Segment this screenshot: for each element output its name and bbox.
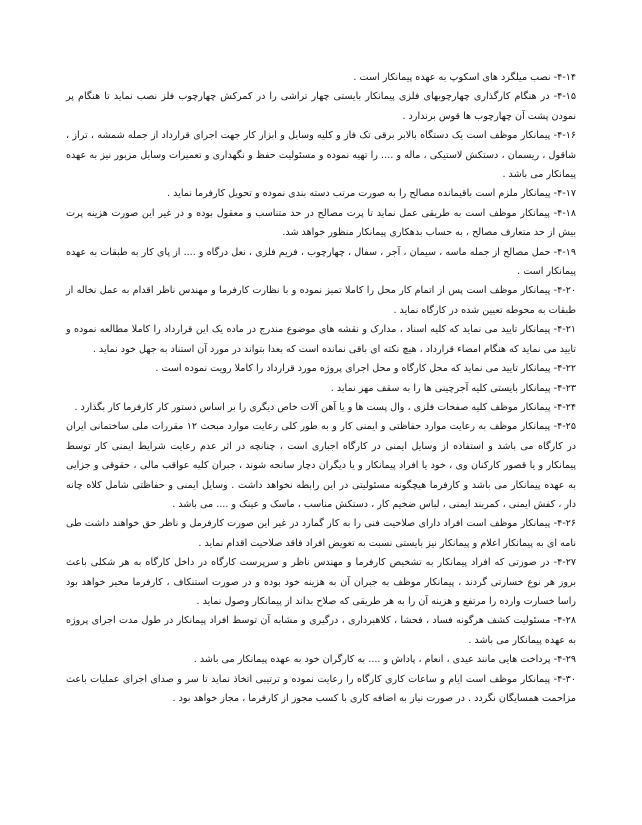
clause-4-22 xyxy=(66,359,576,378)
clause-text: پیمانکار تایید می نماید که محل کارگاه و محل اجرای پروژه مورد قرارداد را کاملا رویت نموده است . xyxy=(155,363,551,375)
clause-text: پیمانکار موظف است افراد دارای صلاحیت فنی را به کار گمارد در غیر این صورت کارفرمل و ناظر حق خواهند داشت طی نامه ای به پیمانکار اعلام و پیمانکار نیز بایستی نسبت به تعویض افراد فاقد صلاحیت اقدام نماید . xyxy=(66,518,576,549)
clause-4-28 xyxy=(66,611,576,650)
contract-clauses xyxy=(66,68,576,708)
clause-text: در صورتی که افراد پیمانکار به تشخیص کارفرما و مهندس ناظر و سرپرست کارگاه در داخل کارگاه به هر شکلی باعث بروز هر نوع خسارتی گردند ، پیمانکار موظف به جبران آن به هزینه خود بوده و در صورت استنکاف ، کارفرما مخیر خواهد بود راسا خسارت وارده را مرتفع و هزینه آن را به هر طریقی که صلاح بداند از پیمانکار وصول نماید . xyxy=(66,557,576,607)
clause-number: ۴-۲۸- xyxy=(553,615,576,627)
clause-number: ۴-۲۳- xyxy=(553,382,576,394)
clause-4-18 xyxy=(66,204,576,243)
clause-text: پیمانکار موظف به رعایت موارد حفاظتی و ایمنی کار و به طور کلی رعایت موارد مبحث ۱۲ مقررات ملی ساختمانی ایران در کارگاه می باشد و استفاده از وسایل ایمنی در کارگاه اجباری است ، چنانچه در اثر عدم رعایت شرایط ایمنی کار توسط پیمانکار و یا قصور کارکنان وی ، خود یا افراد پیمانکار و یا دیگران دچار سانحه شوند ، جبران کلیه عواقب مالی ، حقوقی و جزایی به عهده پیمانکار می باشد و کارفرما هیچگونه مسئولیتی در این رابطه نخواهد داشت . وسایل ایمنی و حفاظتی شامل کلاه چانه دار ، کفش ایمنی ، کمربند ایمنی ، لباس ضخیم کار ، دستکش مناسب ، ماسک و عینک و .... می باشد . xyxy=(66,421,576,510)
clause-4-17 xyxy=(66,184,576,203)
clause-4-15 xyxy=(66,87,576,126)
clause-number: ۴-۲۲- xyxy=(553,363,576,375)
clause-text: نصب میلگرد های اسکوپ به عهده پیمانکار است . xyxy=(353,72,551,83)
clause-4-16 xyxy=(66,126,576,184)
clause-number: ۴-۲۴- xyxy=(553,401,576,413)
clause-4-30 xyxy=(66,670,576,709)
clause-number: ۴-۱۹- xyxy=(553,246,576,258)
clause-number: ۴-۳۰- xyxy=(553,673,576,685)
clause-number: ۴-۱۷- xyxy=(553,188,576,200)
clause-number: ۴-۱۸- xyxy=(553,207,576,219)
clause-text: پیمانکار موظف است پس از اتمام کار محل را کاملا تمیز نموده و با نظارت کارفرما و مهندس ناظر اقدام به عمل نخاله از طبقات به محوطه تعیین شده در کارگاه نماید . xyxy=(66,285,576,316)
clause-4-21 xyxy=(66,320,576,359)
clause-text: پیمانکار موظف است ایام و ساعات کاری کارگاه را رعایت نموده و ترتیبی اتخاذ نماید تا سر و صدای اجرای عملیات باعث مزاحمت همسایگان نگردد . در صورت نیاز به اضافه کاری با کسب مجوز از کارفرما ، مجاز خواهد بود . xyxy=(66,673,576,704)
clause-text: پیمانکار تایید می نماید که کلیه اسناد ، مدارک و نقشه های موضوع مندرج در ماده یک این قرارداد را کاملا مطالعه نموده و تایید می نماید که هنگام امضاء قرارداد ، هیچ نکته ای باقی نمانده است که بعدا بتواند در مورد آن استناد به جهل خود نماید . xyxy=(66,324,576,355)
clause-text: پیمانکار بایستی کلیه آجرچینی ها را به سقف مهر نماید . xyxy=(330,382,551,394)
clause-4-20 xyxy=(66,281,576,320)
clause-4-26 xyxy=(66,514,576,553)
clause-number: ۴-۲۱- xyxy=(553,324,576,336)
clause-number: ۴-۱۴- xyxy=(553,72,576,83)
clause-number: ۴-۲۰- xyxy=(553,285,576,297)
clause-4-25 xyxy=(66,417,576,514)
clause-4-19 xyxy=(66,243,576,282)
clause-number: ۴-۲۶- xyxy=(553,518,576,530)
clause-text: پیمانکار ملزم است باقیمانده مصالح را به صورت مرتب دسته بندی نموده و تحویل کارفرما نماید . xyxy=(167,188,551,200)
clause-4-14 xyxy=(66,68,576,87)
clause-number: ۴-۱۵- xyxy=(553,91,576,103)
clause-number: ۴-۲۹- xyxy=(553,654,576,666)
clause-number: ۴-۲۷- xyxy=(553,557,576,569)
clause-text: پیمانکار موظف کلیه صفحات فلزی ، وال پست ها و یا آهن آلات خاص دیگری را بر اساس دستور کار کارفرما کار بگذارد . xyxy=(74,401,551,413)
clause-4-23 xyxy=(66,379,576,398)
clause-text: پرداخت هایی مانند عیدی ، انعام ، پاداش و .... به کارگران خود به عهده پیمانکار می باشد . xyxy=(193,654,551,666)
clause-text: حمل مصالح از جمله ماسه ، سیمان ، آجر ، سفال ، چهارچوب ، فریم فلزی ، نعل درگاه و .... از پای کار به طبقات به عهده پیمانکار است . xyxy=(66,246,576,278)
clause-text: در هنگام کارگذاری چهارچوبهای فلزی پیمانکار بایستی چهار تراشی را در کمرکش چهارچوب فلز نصب نماید تا هنگام پر نمودن پشت آن چهارچوب ها قوس برندارد . xyxy=(66,91,576,122)
clause-4-29 xyxy=(66,650,576,669)
clause-text: مسئولیت کشف هرگونه فساد ، فحشا ، کلاهبرداری ، درگیری و مشابه آن توسط افراد پیمانکار در طول مدت اجرای پروژه به عهده پیمانکار می باشد . xyxy=(66,615,576,646)
clause-4-24 xyxy=(66,398,576,417)
clause-number: ۴-۲۵- xyxy=(553,421,576,433)
clause-4-27 xyxy=(66,553,576,611)
clause-text: پیمانکار موظف است به طریقی عمل نماید تا پرت مصالح در حد متناسب و معقول بوده و در غیر این صورت هزینه پرت بیش از حد متعارف مصالح ، به حساب بدهکاری پیمانکار منظور خواهد شد. xyxy=(66,207,576,239)
clause-text: پیمانکار موظف است یک دستگاه بالابر برقی تک فاز و کلیه وسایل و ابزار کار جهت اجرای قرارداد از جمله شمشه ، تراز ، شاقول ، ریسمان ، دستکش لاستیکی ، ماله و .... را تهیه نموده و مسئولیت حفظ و نگهداری و تعمیرات وسایل مزبور نیز به عهده پیمانکار می باشد . xyxy=(66,130,576,181)
clause-number: ۴-۱۶- xyxy=(553,130,576,142)
